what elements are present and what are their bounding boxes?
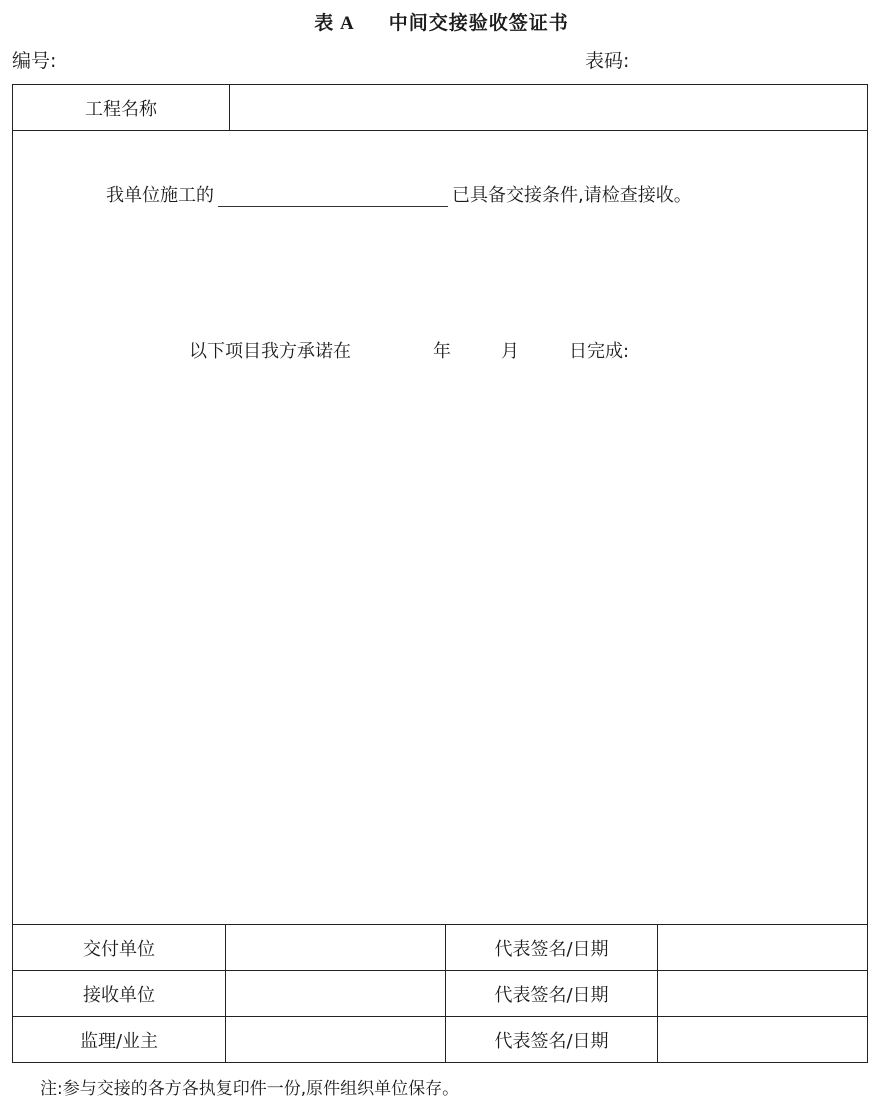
sign-field-receiving[interactable] — [658, 971, 867, 1016]
year-label: 年 — [433, 341, 451, 362]
project-name-label: 工程名称 — [85, 98, 157, 120]
divider — [13, 130, 867, 131]
sign-label-receiving: 代表签名/日期 — [494, 984, 609, 1006]
statement-prefix: 我单位施工的 — [106, 185, 214, 206]
sign-field-delivering[interactable] — [658, 925, 867, 970]
sign-label-delivering: 代表签名/日期 — [494, 938, 609, 960]
table-code: 表 A — [314, 13, 355, 34]
number-label: 编号: — [12, 50, 57, 72]
completion-promise — [189, 337, 629, 363]
day-label: 日完成: — [569, 341, 630, 362]
party-field-delivering[interactable] — [226, 925, 445, 970]
party-label-supervisor: 监理/业主 — [79, 1030, 159, 1052]
party-field-receiving[interactable] — [226, 971, 445, 1016]
month-label: 月 — [501, 341, 519, 362]
table-name: 中间交接验收签证书 — [388, 12, 569, 34]
work-item-blank[interactable] — [218, 186, 448, 207]
acceptance-form — [12, 84, 868, 1063]
footnote: 注:参与交接的各方各执复印件一份,原件组织单位保存。 — [40, 1079, 460, 1099]
project-name-field[interactable] — [230, 85, 867, 130]
sign-label-supervisor: 代表签名/日期 — [494, 1030, 609, 1052]
form-code-label: 表码: — [585, 50, 630, 72]
sign-field-supervisor[interactable] — [658, 1017, 867, 1062]
promise-prefix: 以下项目我方承诺在 — [189, 341, 351, 362]
party-label-delivering: 交付单位 — [83, 938, 155, 960]
party-field-supervisor[interactable] — [226, 1017, 445, 1062]
handover-statement — [106, 181, 692, 207]
document-title — [0, 8, 883, 35]
party-label-receiving: 接收单位 — [83, 984, 155, 1006]
statement-suffix: 已具备交接条件,请检查接收。 — [452, 185, 692, 206]
